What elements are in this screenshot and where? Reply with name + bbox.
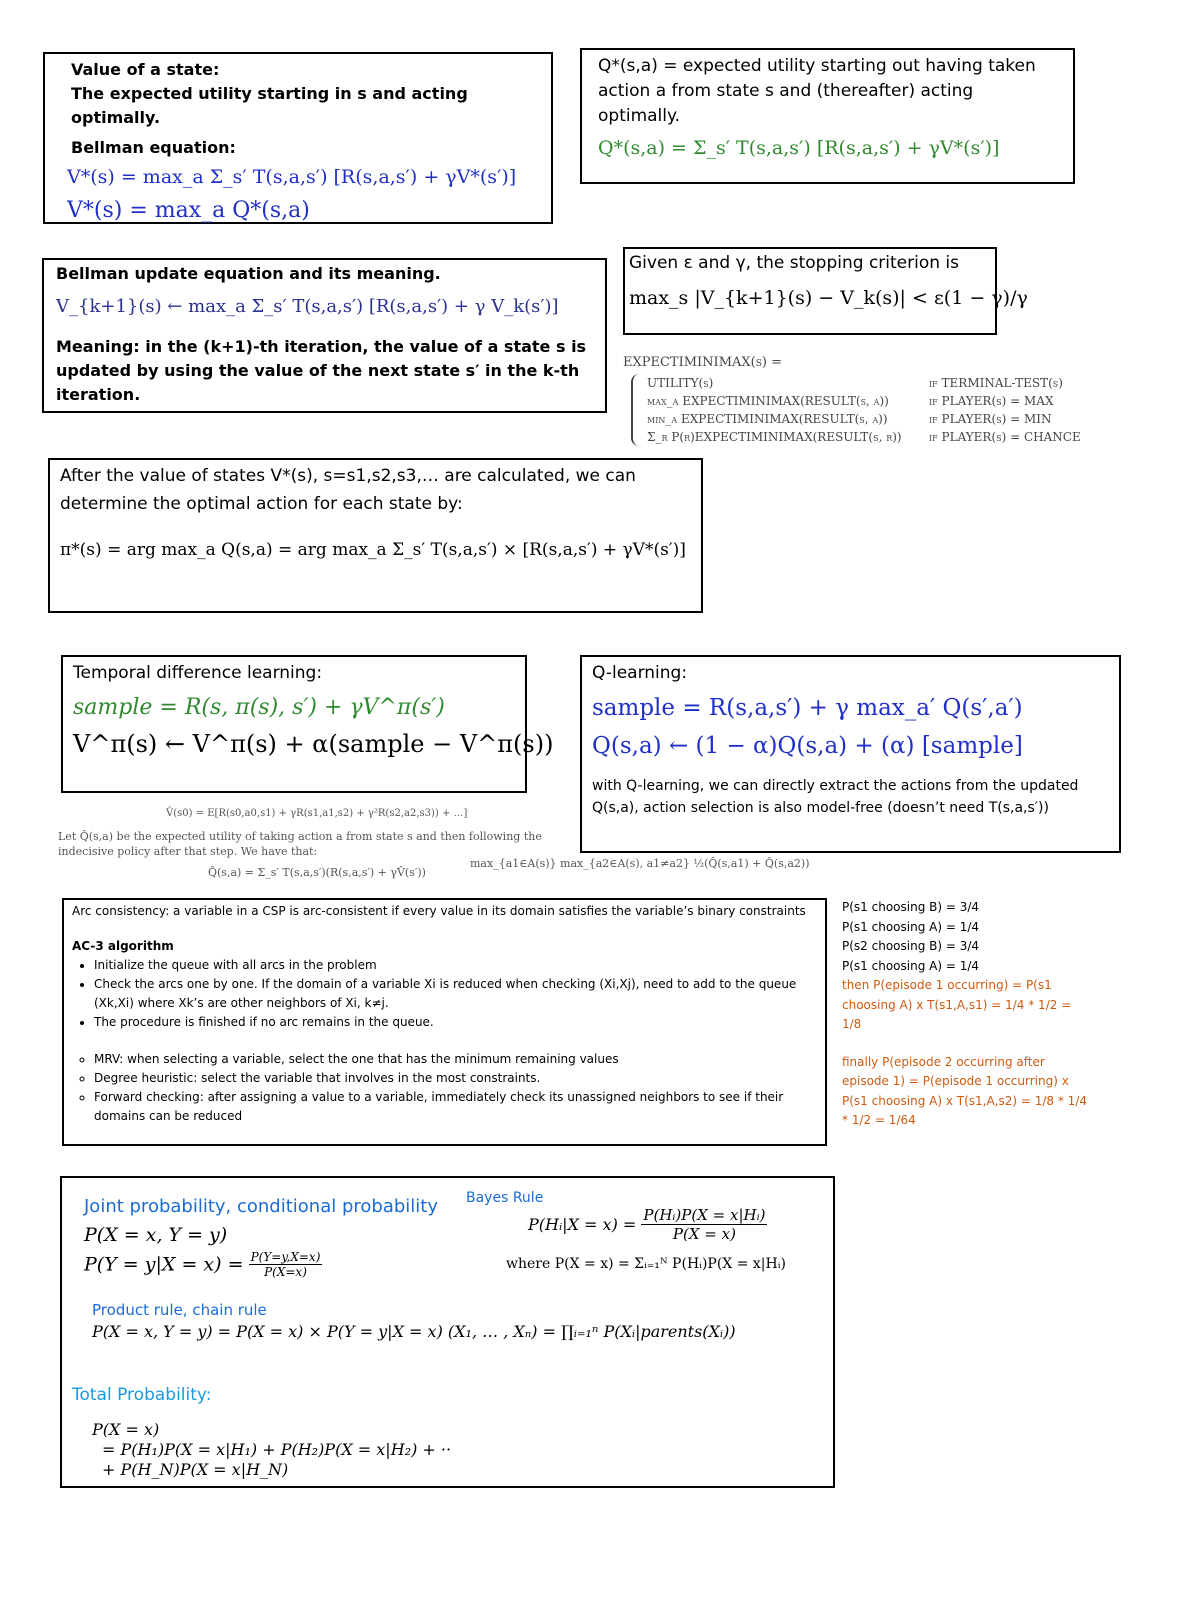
stopping-criterion-box bbox=[623, 247, 1028, 335]
total-probability-title: Total Probability: bbox=[72, 1385, 212, 1405]
stopping-criterion-equation: max_s |V_{k+1}(s) − V_k(s)| < ε(1 − γ)/γ bbox=[629, 287, 1028, 309]
q-learning-note: with Q-learning, we can directly extract the actions from the updated Q(s,a), action selection is also model-free (doesn’t need T(s,a,s′)) bbox=[592, 778, 1079, 816]
total-probability-line: = P(H₁)P(X = x|H₁) + P(H₂)P(X = x|H₂) + ·· bbox=[102, 1440, 452, 1459]
expectiminimax-row-cond: if PLAYER(s) = MAX bbox=[929, 394, 1054, 408]
q-learning-sample-equation: sample = R(s,a,s′) + γ max_a′ Q(s′,a′) bbox=[592, 695, 1023, 721]
bellman-update-title: Bellman update equation and its meaning. bbox=[56, 264, 441, 283]
conditional-probability-equation bbox=[84, 1250, 322, 1279]
bayes-rule-numerator: P(Hᵢ)P(X = x|Hᵢ) bbox=[643, 1206, 766, 1224]
csp-heuristic: ◦ MRV: when selecting a variable, select the one that has the minimum remaining values bbox=[94, 1050, 817, 1069]
arc-consistency-box bbox=[62, 898, 827, 1146]
q-learning-title: Q-learning: bbox=[592, 663, 688, 683]
episode-probability-notes bbox=[842, 898, 1087, 1131]
td-sample-equation: sample = R(s, π(s), s′) + γV^π(s′) bbox=[73, 695, 445, 720]
conditional-probability-lhs: P(Y = y|X = x) = bbox=[84, 1253, 244, 1276]
expectiminimax-row-expr: min_a EXPECTIMINIMAX(RESULT(s, a)) bbox=[647, 412, 888, 426]
expectiminimax-row bbox=[647, 428, 1093, 446]
v-star-max-q-equation: V*(s) = max_a Q*(s,a) bbox=[67, 198, 310, 223]
arc-consistency-definition: Arc consistency: a variable in a CSP is arc-consistent if every value in its domain satisfies the variable’s binary constraints bbox=[72, 904, 806, 918]
bellman-update-box bbox=[42, 258, 607, 413]
probability-line: P(s1 choosing A) = 1/4 bbox=[842, 958, 980, 973]
bellman-update-meaning: Meaning: in the (k+1)-th iteration, the value of a state s is updated by using the value of the next state s′ in the k-th iteration. bbox=[56, 337, 587, 404]
ac3-title: AC-3 algorithm bbox=[72, 939, 174, 953]
q-learning-update-equation: Q(s,a) ← (1 − α)Q(s,a) + (α) [sample] bbox=[592, 733, 1023, 759]
product-rule-title: Product rule, chain rule bbox=[92, 1301, 267, 1319]
indecisive-v-hat-equation: V̂(s0) = E[R(s0,a0,s1) + γR(s1,a1,s2) + γ²R(s2,a2,s3)) + …] bbox=[166, 808, 468, 819]
td-learning-title: Temporal difference learning: bbox=[73, 663, 323, 683]
joint-probability-equation: P(X = x, Y = y) bbox=[84, 1224, 228, 1246]
bellman-update-equation: V_{k+1}(s) ← max_a Σ_s′ T(s,a,s′) [R(s,a,s′) + γ V_k(s′)] bbox=[56, 296, 559, 317]
ac3-step: • The procedure is finished if no arc remains in the queue. bbox=[94, 1013, 817, 1032]
value-of-state-title: Value of a state: bbox=[71, 60, 220, 79]
value-of-state-desc: The expected utility starting in s and acting optimally. bbox=[71, 84, 468, 127]
indecisive-q-hat-equation: Q̂(s,a) = Σ_s′ T(s,a,s′)(R(s,a,s′) + γV̂(s′)) bbox=[208, 866, 426, 879]
bayes-rule-denominator: P(X = x) bbox=[672, 1225, 736, 1243]
indecisive-max-equation: max_{a1∈A(s)} max_{a2∈A(s), a1≠a2} ½(Q̂(s,a1) + Q̂(s,a2)) bbox=[470, 857, 810, 870]
q-learning-box bbox=[580, 655, 1121, 853]
total-probability-line: + P(H_N)P(X = x|H_N) bbox=[102, 1460, 289, 1479]
ac3-step: • Initialize the queue with all arcs in the problem bbox=[94, 956, 817, 975]
expectiminimax-row-expr: Σ_r P(r)EXPECTIMINIMAX(RESULT(s, r)) bbox=[647, 430, 902, 444]
csp-heuristics bbox=[72, 1050, 817, 1126]
csp-heuristic: ◦ Degree heuristic: select the variable that involves in the most constraints. bbox=[94, 1069, 817, 1088]
optimal-action-box bbox=[48, 458, 703, 613]
optimal-policy-equation: π*(s) = arg max_a Q(s,a) = arg max_a Σ_s′ T(s,a,s′) × [R(s,a,s′) + γV*(s′)] bbox=[60, 540, 686, 560]
q-star-box bbox=[580, 48, 1075, 184]
value-of-state-box bbox=[43, 52, 553, 224]
episode-1-probability: then P(episode 1 occurring) = P(s1 choosing A) x T(s1,A,s1) = 1/4 * 1/2 = 1/8 bbox=[842, 978, 1072, 1031]
csp-heuristic: ◦ Forward checking: after assigning a value to a variable, immediately check its unassigned neighbors to see if their domains can be reduced bbox=[94, 1088, 817, 1126]
bellman-equation-label: Bellman equation: bbox=[71, 138, 236, 157]
product-chain-rule-equation: P(X = x, Y = y) = P(X = x) × P(Y = y|X = x) (X₁, … , Xₙ) = ∏ᵢ₌₁ⁿ P(Xᵢ|parents(Xᵢ)) bbox=[92, 1322, 736, 1341]
expectiminimax-row-cond: if TERMINAL-TEST(s) bbox=[929, 376, 1063, 390]
expectiminimax-definition bbox=[623, 355, 1093, 446]
episode-2-probability: finally P(episode 2 occurring after episode 1) = P(episode 1 occurring) x P(s1 choosing A) x T(s1,A,s2) = 1/8 * 1/4 * 1/2 = 1/64 bbox=[842, 1054, 1087, 1127]
expectiminimax-row-cond: if PLAYER(s) = MIN bbox=[929, 412, 1052, 426]
probability-box bbox=[60, 1176, 835, 1488]
td-update-equation: V^π(s) ← V^π(s) + α(sample − V^π(s)) bbox=[73, 730, 554, 758]
bayes-rule-title: Bayes Rule bbox=[466, 1190, 544, 1206]
stopping-criterion-text: Given ε and γ, the stopping criterion is bbox=[629, 253, 959, 273]
expectiminimax-row-expr: max_a EXPECTIMINIMAX(RESULT(s, a)) bbox=[647, 394, 889, 408]
bayes-rule-lhs: P(Hᵢ|X = x) = bbox=[528, 1215, 637, 1234]
ac3-steps bbox=[72, 956, 817, 1032]
total-probability-equation bbox=[92, 1420, 451, 1480]
probability-line: P(s1 choosing A) = 1/4 bbox=[842, 919, 980, 934]
conditional-probability-denominator: P(X=x) bbox=[264, 1265, 307, 1279]
ac3-step: • Check the arcs one by one. If the domain of a variable Xi is reduced when checking (Xi,Xj), need to add to the queue (Xk,Xi) where Xk’s are other neighbors of Xi, k≠j. bbox=[94, 975, 817, 1013]
optimal-action-text: After the value of states V*(s), s=s1,s2,s3,… are calculated, we can determine the optimal action for each state by: bbox=[60, 466, 636, 514]
td-learning-box bbox=[61, 655, 554, 793]
indecisive-policy-text: Let Q̂(s,a) be the expected utility of taking action a from state s and then following the indecisive policy after that step. We have that: bbox=[58, 830, 542, 858]
total-probability-line: P(X = x) bbox=[92, 1420, 160, 1439]
expectiminimax-row bbox=[647, 374, 1093, 392]
bayes-rule-where: where P(X = x) = Σᵢ₌₁ᴺ P(Hᵢ)P(X = x|Hᵢ) bbox=[506, 1256, 787, 1272]
q-star-equation: Q*(s,a) = Σ_s′ T(s,a,s′) [R(s,a,s′) + γV*(s′)] bbox=[598, 137, 1000, 159]
conditional-probability-fraction bbox=[249, 1250, 323, 1279]
expectiminimax-row bbox=[647, 392, 1093, 410]
expectiminimax-row bbox=[647, 410, 1093, 428]
expectiminimax-row-expr: UTILITY(s) bbox=[647, 376, 714, 390]
q-star-definition: Q*(s,a) = expected utility starting out having taken action a from state s and (thereafter) acting optimally. bbox=[598, 56, 1036, 126]
bellman-equation: V*(s) = max_a Σ_s′ T(s,a,s′) [R(s,a,s′) + γV*(s′)] bbox=[67, 166, 517, 188]
conditional-probability-numerator: P(Y=y,X=x) bbox=[250, 1250, 321, 1264]
bayes-rule-equation bbox=[528, 1206, 767, 1243]
probability-line: P(s1 choosing B) = 3/4 bbox=[842, 900, 980, 914]
joint-probability-title: Joint probability, conditional probability bbox=[84, 1196, 439, 1217]
probability-line: P(s2 choosing B) = 3/4 bbox=[842, 939, 980, 953]
expectiminimax-head: EXPECTIMINIMAX(s) = bbox=[623, 355, 782, 370]
expectiminimax-row-cond: if PLAYER(s) = CHANCE bbox=[929, 430, 1081, 444]
bayes-rule-fraction bbox=[641, 1206, 767, 1243]
